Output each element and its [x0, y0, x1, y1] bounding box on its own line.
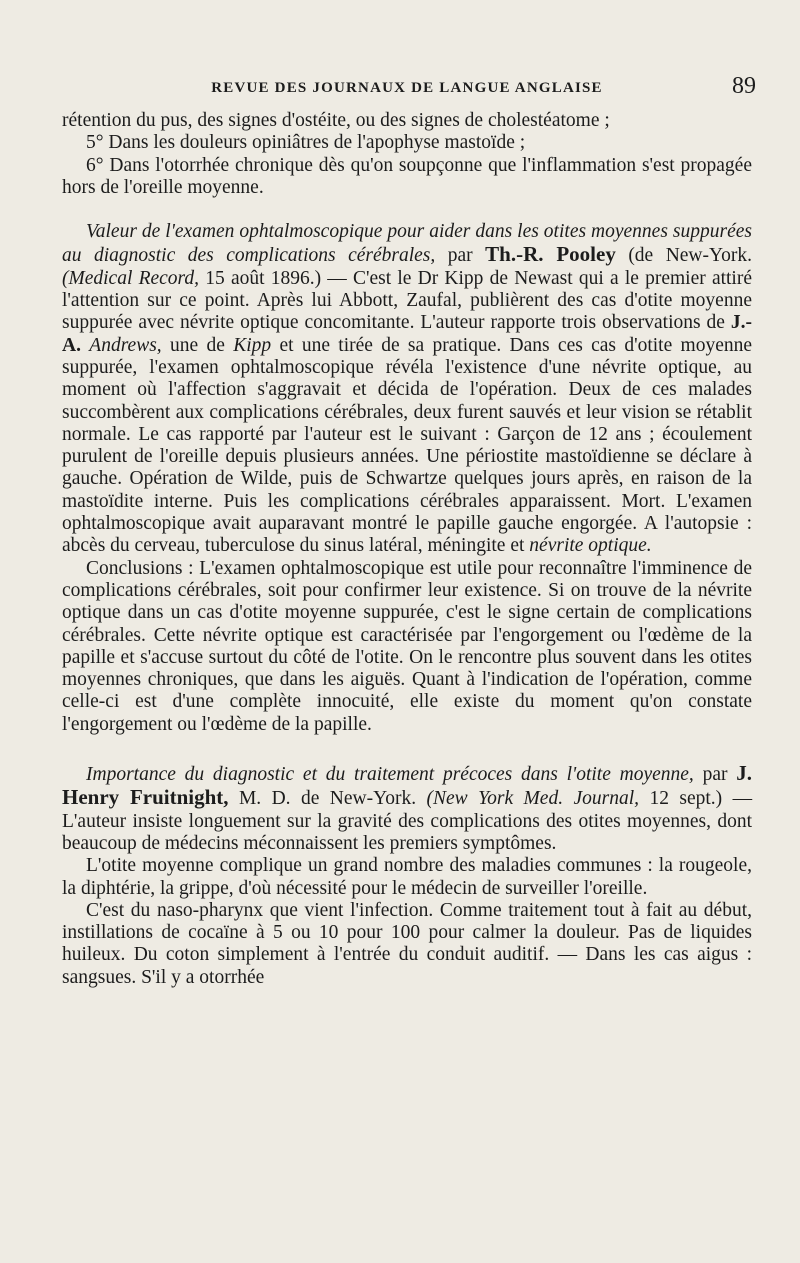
article-2-title: Importance du diagnostic et du traitement précoces dans l'otite moyenne, — [86, 764, 694, 786]
article-1-text: une de — [170, 334, 225, 356]
spacer — [62, 736, 752, 762]
article-1-date: 15 août 1896.) — [205, 267, 322, 289]
par-word: par — [447, 245, 473, 267]
article-2-paragraph-3: C'est du naso-pharynx que vient l'infection. Comme traitement tout à fait au début, instillations de cocaïne à 5 ou 10 pour 100 pour calmer la douleur. Pas de liquides huileux. Du coton simplement à l'entrée du conduit auditif. — Dans les cas aigus : sangsues. S'il y a otorrhée — [62, 899, 752, 988]
article-2-text: — L'auteur insiste longuement sur la gravité des complications des otites moyennes, dont beaucoup de médecins méconnaissent les premiers symptômes. — [62, 788, 753, 854]
running-title: REVUE DES JOURNAUX DE LANGUE ANGLAISE — [211, 80, 603, 96]
paragraph: 5° Dans les douleurs opiniâtres de l'apophyse mastoïde ; — [86, 132, 526, 154]
page-number: 89 — [732, 73, 756, 99]
article-1-text: — C'est le Dr Kipp de Newast qui a le premier attiré l'attention sur ce point. Après lui Abbott, Zaufal, publièrent des cas d'otite moyenne suppurée avec névrite optique concomitante. L'auteur rapporte trois observations de — [62, 267, 752, 334]
article-1-source: (Medical Record, — [62, 267, 200, 289]
article-1-location: (de New-York. — [628, 245, 753, 267]
article-2-date: 12 sept.) — [649, 788, 723, 810]
nevrite-term: névrite optique. — [529, 535, 652, 557]
article-1-title: Valeur de l'examen ophtalmoscopique pour aider dans les otites moyennes suppurées au diagnostic des complications cérébrales, — [62, 221, 752, 267]
cited-author: J.-A. — [62, 312, 753, 356]
article-2-paragraph-2: L'otite moyenne complique un grand nombre des maladies communes : la rougeole, la diphtérie, la grippe, d'où nécessité pour le médecin de surveiller l'oreille. — [62, 855, 752, 899]
body-text — [62, 110, 752, 989]
article-1-paragraph — [62, 221, 752, 557]
spacer — [62, 199, 752, 221]
cited-author-name: Andrews, — [89, 334, 162, 356]
par-word: par — [702, 764, 728, 786]
article-1-author: Th.-R. Pooley — [485, 242, 616, 267]
paragraph: 6° Dans l'otorrhée chronique dès qu'on soupçonne que l'inflammation s'est propagée hors de l'oreille moyenne. — [62, 154, 752, 198]
article-2-degree: M. D. de New-York. — [238, 788, 417, 810]
article-2-source: (New York Med. Journal, — [426, 788, 640, 810]
page-header — [62, 66, 756, 110]
cited-kipp: Kipp — [233, 334, 272, 356]
article-2-author: J. Henry Fruitnight, — [62, 761, 752, 810]
paragraph: rétention du pus, des signes d'ostéite, ou des signes de cholestéatome ; — [62, 110, 610, 131]
article-1-text: et une tirée de sa pratique. Dans ces cas d'otite moyenne suppurée, l'examen ophtalmoscopique révéla l'existence d'une névrite optique, au moment où l'affection s'aggravait et décida de l'opération. Deux de ces malades succombèrent aux complications cérébrales, deux furent sauvés et leur vision se rétablit normale. Le cas rapporté par l'auteur est le suivant : Garçon de 12 ans ; écoulement purulent de l'oreille depuis plusieurs années. Une périostite mastoïdienne se déclare à gauche. Opération de Wilde, puis de Schwartze quelques jours après, en raison de la mastoïdite interne. Puis les complications cérébrales apparaissent. Mort. L'examen ophtalmoscopique avait auparavant montré le papille gauche engorgée. A l'autopsie : abcès du cerveau, tuberculose du sinus latéral, méningite et — [62, 334, 753, 557]
article-2-paragraph — [62, 762, 752, 855]
article-1-conclusions: Conclusions : L'examen ophtalmoscopique est utile pour reconnaître l'imminence de complications cérébrales, soit pour confirmer leur existence. Si on trouve de la névrite optique dans un cas d'otite moyenne suppurée, c'est le signe certain de complications cérébrales. Cette névrite optique est caractérisée par l'engorgement ou l'œdème de la papille et s'accuse surtout du côté de l'otite. On le rencontre plus souvent dans les otites moyennes chroniques, que dans les aiguës. Quant à l'indication de l'opération, comme celle-ci est d'une complète innocuité, elle existe du moment qu'on constate l'engorgement ou l'œdème de la papille. — [62, 557, 752, 735]
